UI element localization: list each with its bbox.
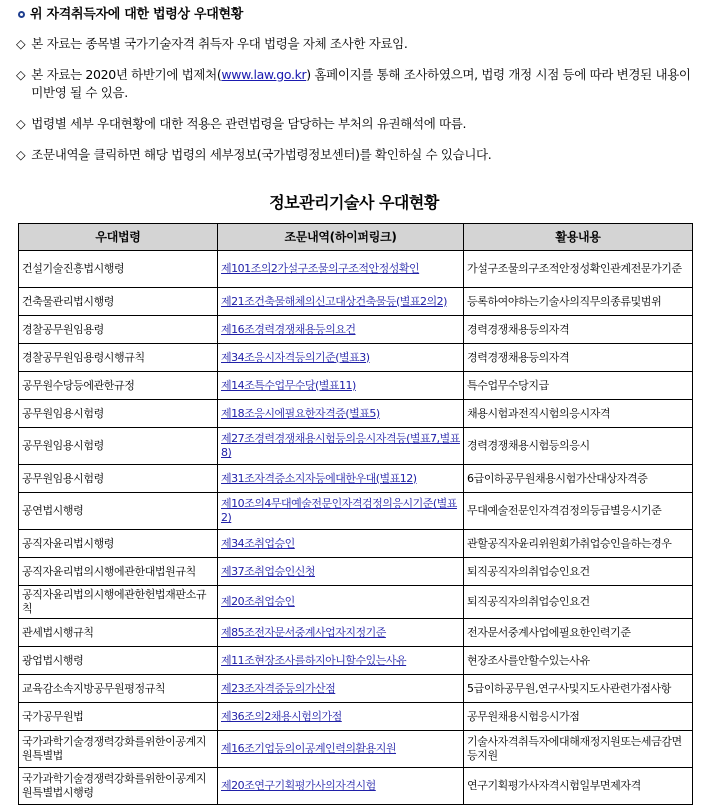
note-text — [31, 35, 407, 53]
article-hyperlink[interactable]: 제23조자격증등의가산점 — [221, 681, 336, 695]
cell-law-name: 관세법시행규칙 — [19, 619, 218, 647]
table-row — [19, 703, 693, 731]
cell-law-name: 광업법시행령 — [19, 647, 218, 675]
cell-article-link[interactable] — [218, 428, 464, 465]
article-hyperlink[interactable]: 제21조건축물해체의신고대상건축물등(별표2의2) — [221, 294, 447, 308]
cell-usage-detail: 특수업무수당지급 — [464, 372, 693, 400]
cell-article-link[interactable] — [218, 558, 464, 586]
article-hyperlink[interactable]: 제11조현장조사를하지아니할수있는사유 — [221, 653, 407, 667]
article-hyperlink[interactable]: 제36조의2채용시험의가점 — [221, 709, 342, 723]
cell-article-link[interactable] — [218, 586, 464, 619]
cell-law-name: 국가과학기술경쟁력강화를위한이공계지원특별법시행령 — [19, 768, 218, 805]
cell-article-link[interactable] — [218, 288, 464, 316]
cell-usage-detail: 등록하여야하는기술사의직무의종류및범위 — [464, 288, 693, 316]
article-hyperlink[interactable]: 제18조응시에필요한자격증(별표5) — [221, 406, 380, 420]
table-row — [19, 558, 693, 586]
cell-usage-detail: 전자문서중계사업에필요한인력기준 — [464, 619, 693, 647]
cell-usage-detail: 5급이하공무원,연구사및지도사관련가점사항 — [464, 675, 693, 703]
cell-usage-detail: 가설구조물의구조적안정성확인관계전문가기준 — [464, 251, 693, 288]
intro-section — [0, 0, 708, 164]
column-header-law: 우대법령 — [19, 224, 218, 251]
cell-law-name: 공직자윤리법시행령 — [19, 530, 218, 558]
cell-law-name: 건축물관리법시행령 — [19, 288, 218, 316]
article-hyperlink[interactable]: 제20조연구기획평가사의자격시험 — [221, 779, 376, 792]
law-table-body — [19, 251, 693, 805]
cell-law-name: 공무원임용시험령 — [19, 465, 218, 493]
cell-article-link[interactable] — [218, 530, 464, 558]
cell-usage-detail: 무대예술전문인자격검정의등급별응시기준 — [464, 493, 693, 530]
cell-usage-detail: 경력경쟁채용등의자격 — [464, 344, 693, 372]
article-hyperlink[interactable]: 제20조취업승인 — [221, 595, 295, 608]
cell-law-name: 경찰공무원임용령시행규칙 — [19, 344, 218, 372]
cell-usage-detail: 채용시험과전직시험의응시자격 — [464, 400, 693, 428]
table-row — [19, 530, 693, 558]
cell-law-name: 교육감소속지방공무원평정규칙 — [19, 675, 218, 703]
note-text-part: 본 자료는 2020년 하반기에 법제처( — [31, 67, 222, 82]
note-text-part: 법령별 세부 우대현황에 대한 적용은 관련법령을 담당하는 부처의 유권해석에 따름. — [31, 116, 467, 131]
cell-usage-detail: 공무원채용시험응시가점 — [464, 703, 693, 731]
article-hyperlink[interactable]: 제31조자격증소지자등에대한우대(별표12) — [221, 471, 417, 485]
cell-article-link[interactable] — [218, 768, 464, 805]
cell-article-link[interactable] — [218, 647, 464, 675]
article-hyperlink[interactable]: 제16조기업등의이공계인력의활용지원 — [221, 742, 397, 755]
table-row — [19, 316, 693, 344]
table-row — [19, 428, 693, 465]
cell-law-name: 경찰공무원임용령 — [19, 316, 218, 344]
article-hyperlink[interactable]: 제85조전자문서중계사업자지정기준 — [221, 625, 386, 639]
column-header-link: 조문내역(하이퍼링크) — [218, 224, 464, 251]
table-row — [19, 372, 693, 400]
cell-usage-detail: 관할공직자윤리위원회가취업승인을하는경우 — [464, 530, 693, 558]
cell-law-name: 공무원임용시험령 — [19, 400, 218, 428]
note-item — [10, 66, 698, 102]
table-row — [19, 493, 693, 530]
article-hyperlink[interactable]: 제16조경력경쟁채용등의요건 — [221, 322, 356, 336]
cell-law-name: 공연법시행령 — [19, 493, 218, 530]
cell-usage-detail: 경력경쟁채용시험등의응시 — [464, 428, 693, 465]
note-text-part: 조문내역을 클릭하면 해당 법령의 세부정보(국가법령정보센터)를 확인하실 수 있습니다. — [31, 147, 492, 162]
cell-usage-detail: 연구기획평가사자격시험일부면제자격 — [464, 768, 693, 805]
page-title-text: 위 자격취득자에 대한 법령상 우대현황 — [30, 7, 244, 22]
cell-usage-detail: 퇴직공직자의취업승인요건 — [464, 586, 693, 619]
table-row — [19, 344, 693, 372]
table-row — [19, 465, 693, 493]
article-hyperlink[interactable]: 제34조취업승인 — [221, 536, 295, 550]
cell-law-name: 공직자윤리법의시행에관한대법원규칙 — [19, 558, 218, 586]
cell-law-name: 공직자윤리법의시행에관한헌법재판소규칙 — [19, 586, 218, 619]
cell-usage-detail: 경력경쟁채용등의자격 — [464, 316, 693, 344]
law-table — [18, 223, 693, 805]
cell-usage-detail: 현장조사를안할수있는사유 — [464, 647, 693, 675]
cell-article-link[interactable] — [218, 344, 464, 372]
article-hyperlink[interactable]: 제34조응시자격등의기준(별표3) — [221, 350, 370, 364]
cell-law-name: 건설기술진흥법시행령 — [19, 251, 218, 288]
table-row — [19, 400, 693, 428]
cell-usage-detail: 6급이하공무원채용시험가산대상자격증 — [464, 465, 693, 493]
diamond-bullet-icon: ◇ — [16, 67, 26, 82]
table-row — [19, 647, 693, 675]
section-title: 정보관리기술사 우대현황 — [269, 193, 439, 212]
note-text-part: 본 자료는 종목별 국가기술자격 취득자 우대 법령을 자체 조사한 자료임. — [31, 36, 408, 51]
note-item — [10, 35, 698, 53]
note-text — [31, 115, 466, 133]
diamond-bullet-icon: ◇ — [16, 147, 26, 162]
cell-article-link[interactable] — [218, 400, 464, 428]
note-text — [31, 146, 491, 164]
cell-usage-detail: 퇴직공직자의취업승인요건 — [464, 558, 693, 586]
article-hyperlink[interactable]: 제101조의2가설구조물의구조적안정성확인 — [221, 262, 420, 275]
table-row — [19, 251, 693, 288]
article-hyperlink[interactable]: 제27조경력경쟁채용시험등의응시자격등(별표7,별표8) — [221, 432, 460, 459]
article-hyperlink[interactable]: 제10조의4무대예술전문인자격검정의응시기준(별표2) — [221, 497, 457, 524]
article-hyperlink[interactable]: 제14조특수업무수당(별표11) — [221, 378, 356, 392]
cell-article-link[interactable] — [218, 316, 464, 344]
cell-law-name: 국가공무원법 — [19, 703, 218, 731]
table-row — [19, 619, 693, 647]
cell-law-name: 국가과학기술경쟁력강화를위한이공계지원특별법 — [19, 731, 218, 768]
cell-article-link[interactable] — [218, 465, 464, 493]
cell-article-link[interactable] — [218, 619, 464, 647]
table-row — [19, 288, 693, 316]
cell-usage-detail: 기술사자격취득자에대해재정지원또는세금감면등지원 — [464, 731, 693, 768]
table-row — [19, 731, 693, 768]
note-text — [31, 66, 698, 102]
law-go-kr-link[interactable]: www.law.go.kr — [221, 67, 307, 82]
cell-article-link[interactable] — [218, 675, 464, 703]
cell-article-link[interactable] — [218, 372, 464, 400]
circle-bullet-icon — [18, 11, 25, 18]
table-row — [19, 586, 693, 619]
cell-article-link[interactable] — [218, 493, 464, 530]
cell-law-name: 공무원임용시험령 — [19, 428, 218, 465]
note-text-part: ) 홈페이지를 통해 조사하였으며, 법령 개정 시점 등에 따라 변경된 내용이 미반영 될 수 있음. — [31, 67, 691, 100]
table-row — [19, 675, 693, 703]
note-item — [10, 115, 698, 133]
diamond-bullet-icon: ◇ — [16, 116, 26, 131]
diamond-bullet-icon: ◇ — [16, 36, 26, 51]
article-hyperlink[interactable]: 제37조취업승인신청 — [221, 564, 316, 578]
cell-article-link[interactable] — [218, 731, 464, 768]
page-title — [10, 6, 698, 23]
cell-law-name: 공무원수당등에관한규정 — [19, 372, 218, 400]
cell-article-link[interactable] — [218, 251, 464, 288]
table-row — [19, 768, 693, 805]
law-table-wrapper — [0, 223, 708, 805]
table-header-row — [19, 224, 693, 251]
cell-article-link[interactable] — [218, 703, 464, 731]
column-header-use: 활용내용 — [464, 224, 693, 251]
note-item — [10, 146, 698, 164]
